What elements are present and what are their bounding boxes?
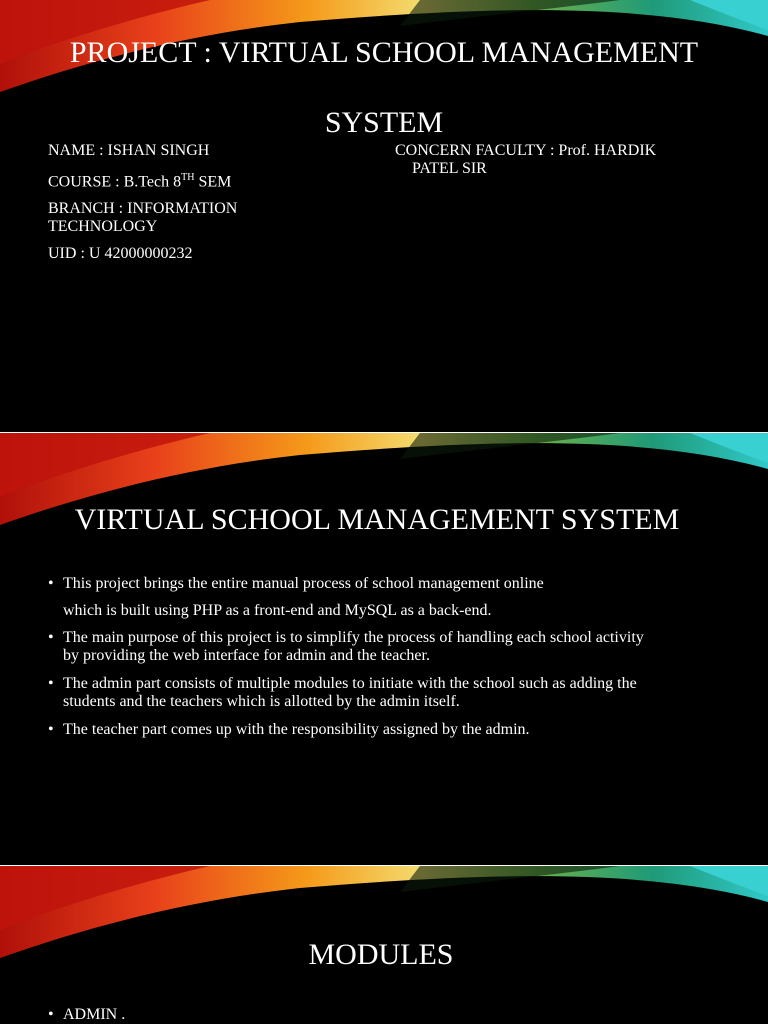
faculty-block <box>395 142 656 178</box>
bullet-icon: • <box>48 575 54 592</box>
modules-title: MODULES <box>308 938 454 971</box>
slide-title <box>0 0 768 432</box>
slide-title-line-1: PROJECT : VIRTUAL SCHOOL MANAGEMENT <box>69 36 699 69</box>
faculty-line-1: CONCERN FACULTY : Prof. HARDIK <box>395 142 657 159</box>
bullet-icon: • <box>48 675 54 692</box>
branch-line-1: BRANCH : INFORMATION <box>48 200 238 218</box>
bullet-icon: • <box>48 721 54 738</box>
student-name: NAME : ISHAN SINGH <box>48 142 210 159</box>
list-item: • This project brings the entire manual process of school management online which is built using PHP as a front-end and MySQL as a back-end. <box>48 575 544 619</box>
overview-title: VIRTUAL SCHOOL MANAGEMENT SYSTEM <box>74 503 680 536</box>
slide-title-line-2: SYSTEM <box>324 106 444 139</box>
list-item: • ADMIN . <box>48 1006 126 1023</box>
uid-info: UID : U 42000000232 <box>48 245 193 263</box>
course-info: COURSE : B.Tech 8TH SEM <box>48 172 232 191</box>
branch-line-2: TECHNOLOGY <box>48 218 158 236</box>
list-item: • The main purpose of this project is to simplify the process of handling each school activity by providing the web interface for admin and the teacher. <box>48 629 644 664</box>
info-block-left <box>48 142 237 263</box>
list-item: • The teacher part comes up with the responsibility assigned by the admin. <box>48 721 530 738</box>
faculty-line-2: PATEL SIR <box>412 160 487 177</box>
bullet-icon: • <box>48 629 54 646</box>
bullet-icon: • <box>48 1006 54 1023</box>
list-item: • The admin part consists of multiple modules to initiate with the school such as adding the students and the teachers which is allotted by the admin itself. <box>48 675 637 710</box>
